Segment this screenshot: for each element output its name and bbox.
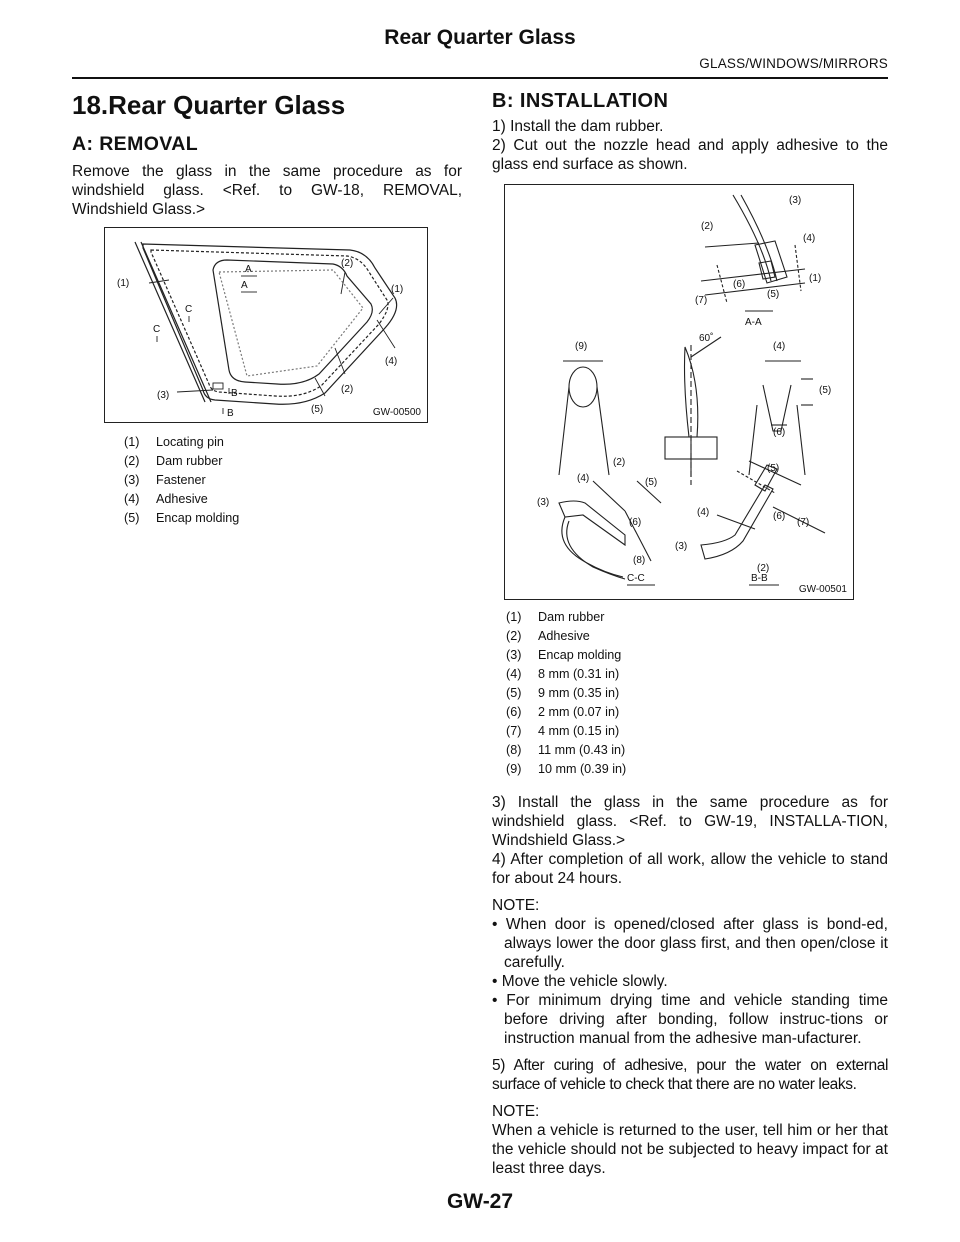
note-bullet: • Move the vehicle slowly. (492, 973, 668, 990)
fig-b-label-4-top: (4) (803, 233, 816, 244)
install-step-3: 3) Install the glass in the same procedure as for windshield glass. <Ref. to GW-19, INSTALLA-TION, Windshield Glass.> (492, 794, 888, 849)
right-column (492, 86, 888, 1178)
figure-code-left: GW-00500 (372, 407, 421, 418)
legend-item: (1) Dam rubber (506, 610, 605, 624)
note-bullet: • When door is opened/closed after glass is bond-ed, always lower the door glass first, and then open/close it carefully. (492, 916, 888, 971)
fig-b-label-2-cc: (2) (613, 457, 626, 468)
header-rule (72, 77, 888, 79)
fig-b-section-aa: A-A (745, 317, 762, 328)
fig-b-label-4-cc: (4) (577, 473, 590, 484)
fig-b-label-6-mid: (6) (773, 427, 786, 438)
fig-a-label-1-right: (1) (391, 284, 404, 295)
fig-a-section-b-1: B (231, 388, 238, 399)
removal-text: Remove the glass in the same procedure as for windshield glass. <Ref. to GW-18, REMOVAL, Windshield Glass.> (72, 163, 462, 218)
installation-figure (504, 184, 854, 600)
figure-code-right: GW-00501 (798, 584, 847, 595)
fig-b-label-5-cc: (5) (645, 477, 658, 488)
fig-b-label-5-mid: (5) (819, 385, 832, 396)
page-header-section: GLASS/WINDOWS/MIRRORS (699, 56, 888, 71)
install-step-1: 1) Install the dam rubber. (492, 118, 664, 135)
fig-b-label-3-bb: (3) (675, 541, 688, 552)
installation-heading: B: INSTALLATION (492, 90, 669, 112)
fig-a-label-2-top: (2) (341, 258, 354, 269)
fig-a-label-1: (1) (117, 278, 130, 289)
legend-item: (6) 2 mm (0.07 in) (506, 705, 620, 719)
legend-item: (2) Adhesive (506, 629, 590, 643)
legend-item: (5) 9 mm (0.35 in) (506, 686, 620, 700)
quarter-glass-drawing (105, 228, 427, 422)
fig-b-label-3-cc: (3) (537, 497, 550, 508)
fig-a-section-b-2: B (227, 408, 234, 419)
note-bullet: • For minimum drying time and vehicle standing time before driving after bonding, follow instruc-tions or instruction manual from the adhesive man-ufacturer. (492, 992, 888, 1047)
fig-b-label-8-cc: (8) (633, 555, 646, 566)
note2-label: NOTE: (492, 1103, 540, 1120)
page-number: GW-27 (446, 1190, 514, 1213)
fig-a-section-a-2: A (241, 280, 248, 291)
adhesive-section-drawing (505, 185, 853, 599)
fig-b-label-1: (1) (809, 273, 822, 284)
legend-item: (7) 4 mm (0.15 in) (506, 724, 620, 738)
fig-a-section-c-2: C (185, 304, 193, 315)
legend-item: (4) 8 mm (0.31 in) (506, 667, 620, 681)
fig-a-label-4: (4) (385, 356, 398, 367)
fig-b-label-5-top: (5) (767, 289, 780, 300)
legend-item: (4) Adhesive (124, 492, 208, 506)
fig-b-label-9: (9) (575, 341, 588, 352)
note2-text: When a vehicle is returned to the user, tell him or her that the vehicle should not be subjected to heavy impact for at least three days. (492, 1122, 888, 1177)
legend-item: (8) 11 mm (0.43 in) (506, 743, 626, 757)
install-step-5: 5) After curing of adhesive, pour the water on external surface of vehicle to check that there are no water leaks. (492, 1057, 888, 1093)
fig-b-label-5-bb: (5) (767, 463, 780, 474)
fig-b-label-4-mid: (4) (773, 341, 786, 352)
fig-a-section-a-1: A (245, 264, 252, 275)
fig-b-label-7-top: (7) (695, 295, 708, 306)
fig-b-angle: 60˚ (699, 333, 714, 344)
left-column (72, 86, 462, 528)
fig-a-label-5: (5) (311, 404, 324, 415)
note-label: NOTE: (492, 897, 540, 914)
removal-heading: A: REMOVAL (72, 133, 199, 155)
fig-b-section-bb: B-B (751, 573, 768, 584)
legend-item: (2) Dam rubber (124, 454, 223, 468)
fig-b-label-7-bb: (7) (797, 517, 810, 528)
fig-a-label-2-bottom: (2) (341, 384, 354, 395)
fig-b-label-6-top: (6) (733, 279, 746, 290)
main-title: 18.Rear Quarter Glass (72, 90, 346, 120)
legend-item: (5) Encap molding (124, 511, 240, 525)
fig-b-label-6-bb: (6) (773, 511, 786, 522)
fig-b-label-6-cc: (6) (629, 517, 642, 528)
legend-item: (3) Fastener (124, 473, 206, 487)
fig-b-label-4-bb: (4) (697, 507, 710, 518)
legend-item: (9) 10 mm (0.39 in) (506, 762, 627, 776)
fig-b-label-2-top: (2) (701, 221, 714, 232)
install-step-2: 2) Cut out the nozzle head and apply adhesive to the glass end surface as shown. (492, 137, 888, 173)
removal-legend (124, 433, 462, 528)
fig-b-label-3-top: (3) (789, 195, 802, 206)
fig-a-section-c-1: C (153, 324, 161, 335)
install-step-4: 4) After completion of all work, allow the vehicle to stand for about 24 hours. (492, 851, 888, 887)
legend-item: (1) Locating pin (124, 435, 224, 449)
fig-a-label-3: (3) (157, 390, 170, 401)
removal-figure (104, 227, 428, 423)
legend-item: (3) Encap molding (506, 648, 622, 662)
fig-b-label-2-bb: (2) (757, 563, 770, 574)
fig-b-section-cc: C-C (627, 573, 645, 584)
installation-legend (506, 608, 888, 779)
page-header-title: Rear Quarter Glass (384, 26, 576, 49)
